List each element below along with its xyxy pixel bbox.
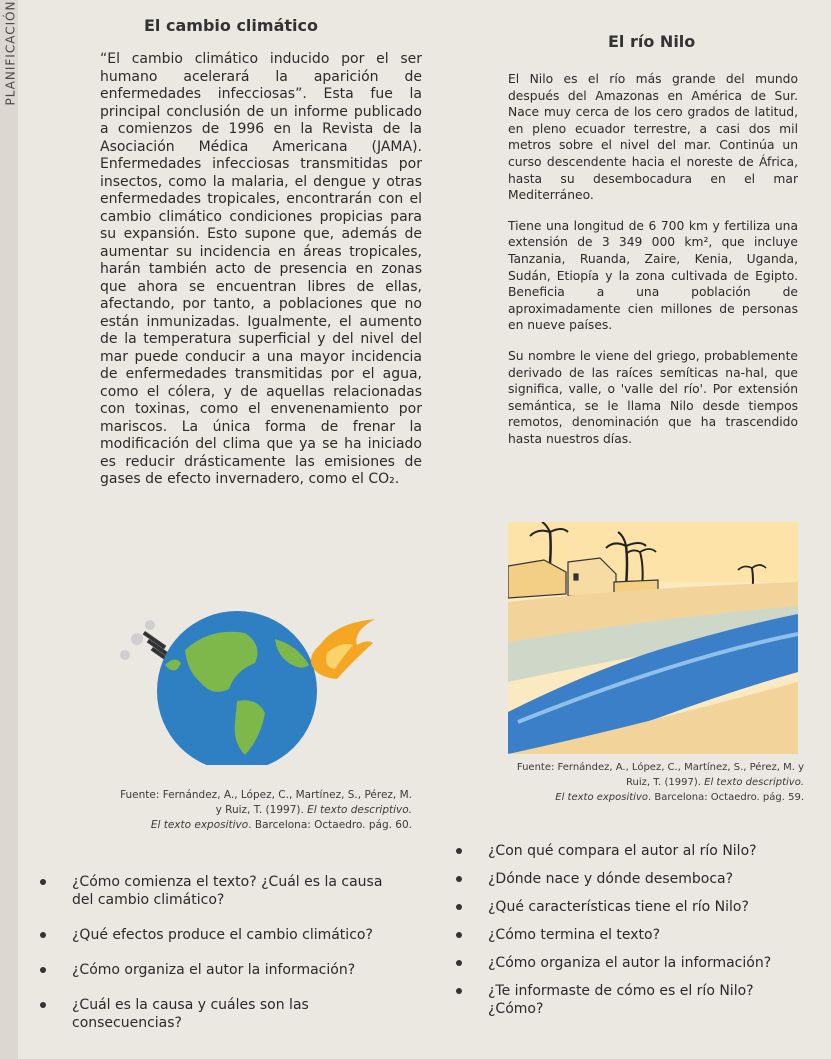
nile-illustration (508, 522, 798, 754)
nile-article (508, 32, 798, 461)
nile-paragraph-2: Tiene una longitud de 6 700 km y fertiliza una extensión de 3 349 000 km², que incluye Tanzania, Ruanda, Zaire, Kenia, Uganda, Sudán, Etiopía y la zona cultivada de Egipto. Beneficia a una población de aproximadamente cien millones de personas en nueve países. (508, 218, 798, 333)
question-item: ¿Cómo organiza el autor la información? (488, 954, 808, 972)
flame-icon (311, 619, 375, 679)
question-item: ¿Te informaste de cómo es el río Nilo? ¿Cómo? (488, 982, 808, 1018)
question-item: ¿Cuál es la causa y cuáles son las consecuencias? (72, 996, 402, 1032)
globe-icon (157, 611, 317, 765)
question-item: ¿Con qué compara el autor al río Nilo? (488, 842, 808, 860)
climate-paragraph: “El cambio climático inducido por el ser humano acelerará la aparición de enfermedades infecciosas”. Esta fue la principal conclusión de un informe publicado a comienzos de 1996 en la Revista de la Asociación Médica Americana (JAMA). Enfermedades infecciosas transmitidas por insectos, como la malaria, el dengue y otras enfermedades tropicales, encontrarán con el cambio climático condiciones propicias para su expansión. Esto supone que, además de aumentar su incidencia en áreas tropicales, harán también acto de presencia en zonas que ahora se encuentran libres de ellas, afectando, por tanto, a poblaciones que no están inmunizadas. Igualmente, el aumento de la temperatura superficial y del nivel del mar puede conducir a una mayor incidencia de enfermedades transmitidas por el agua, como el cólera, y de aquellas relacionadas con toxinas, como el envenenamiento por mariscos. La única forma de frenar la modificación del clima que ya se ha iniciado es reducir drásticamente las emisiones de gases de efecto invernadero, como el CO₂. (100, 51, 422, 487)
edge-label: PLANIFICACIÓN (3, 0, 18, 106)
nile-paragraph-3: Su nombre le viene del griego, probablemente derivado de las raíces semíticas na-hal, que significa, valle, o 'valle del río'. Por extensión semántica, se le llama Nilo desde tiempos remotos, denominación que ha trascendido hasta nuestros días. (508, 348, 798, 446)
nile-title: El río Nilo (608, 32, 696, 51)
nile-questions (488, 842, 808, 1028)
question-item: ¿Cómo comienza el texto? ¿Cuál es la causa del cambio climático? (72, 873, 402, 909)
page-edge (0, 0, 18, 1059)
nile-caption-source: Fuente: Fernández, A., López, C., Martínez, S., Pérez, M. y Ruiz, T. (1997). (516, 762, 804, 788)
nile-caption-pubtitle: El texto expositivo (555, 792, 648, 803)
climate-title: El cambio climático (144, 16, 318, 35)
climate-questions (72, 873, 402, 1049)
nile-paragraph-1: El Nilo es el río más grande del mundo después del Amazonas en América de Sur. Nace muy cerca de los cero grados de latitud, en pleno ecuador terrestre, a casi dos mil metros sobre el nivel del mar. Continúa un curso descendente hacia el noreste de África, hasta su desembocadura en el mar Mediterráneo. (508, 72, 798, 203)
question-item: ¿Dónde nace y dónde desemboca? (488, 870, 808, 888)
climate-article (100, 16, 422, 489)
earth-illustration (105, 605, 390, 765)
climate-caption-title: El texto descriptivo. (307, 804, 412, 816)
question-item: ¿Cómo organiza el autor la información? (72, 961, 402, 979)
question-item: ¿Qué efectos produce el cambio climático? (72, 926, 402, 944)
climate-caption-source: Fuente: Fernández, A., López, C., Martínez, S., Pérez, M. y Ruiz, T. (1997). (120, 789, 412, 816)
climate-caption-publisher: . Barcelona: Octaedro. pág. 60. (248, 819, 412, 831)
nile-caption-title: El texto descriptivo. (704, 777, 804, 788)
nile-caption (510, 760, 804, 805)
question-item: ¿Qué características tiene el río Nilo? (488, 898, 808, 916)
question-item: ¿Cómo termina el texto? (488, 926, 808, 944)
nile-caption-publisher: . Barcelona: Octaedro. pág. 59. (648, 792, 804, 803)
climate-caption-pubtitle: El texto expositivo (150, 819, 249, 831)
climate-caption (112, 788, 412, 833)
